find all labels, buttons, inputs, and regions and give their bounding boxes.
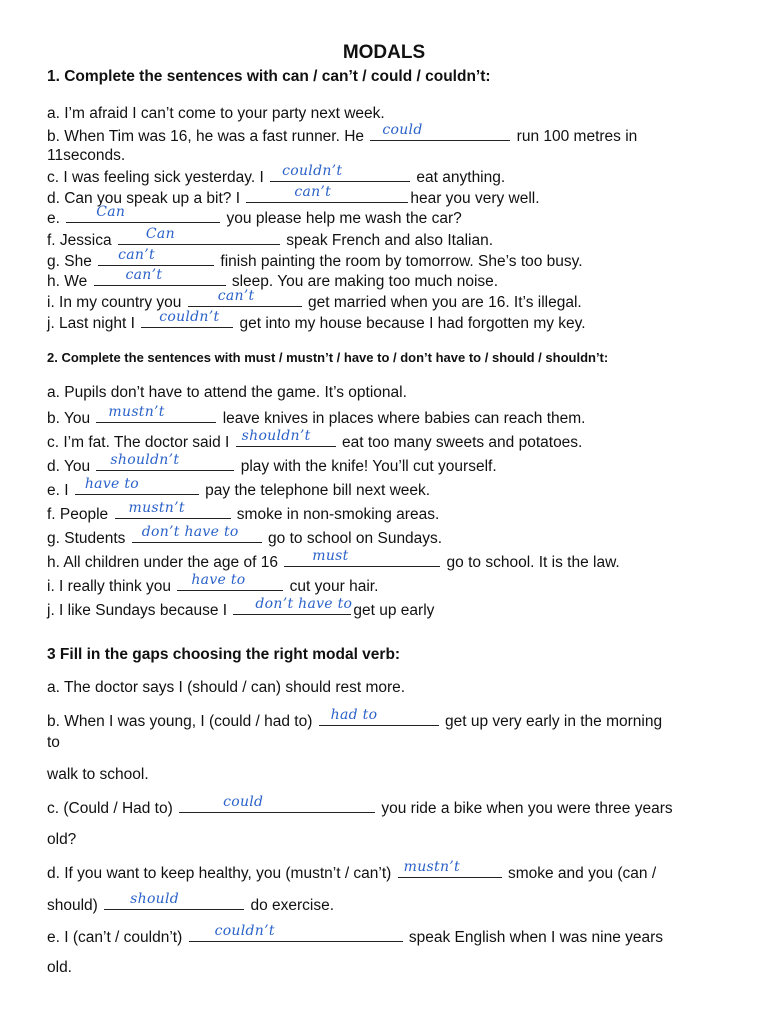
section3-line xyxy=(47,958,72,978)
line-text: hear you very well. xyxy=(410,190,540,207)
line-text: j. I like Sundays because I xyxy=(47,602,232,619)
answer-blank[interactable] xyxy=(98,247,214,266)
line-text: a. I’m afraid I can’t come to your party next week. xyxy=(47,105,385,122)
section3-line xyxy=(47,859,657,884)
handwritten-answer: should xyxy=(130,891,180,907)
handwritten-answer: have to xyxy=(84,476,140,492)
section3-line xyxy=(47,707,663,732)
handwritten-answer: don’t have to xyxy=(141,524,239,540)
section1-line xyxy=(47,163,506,188)
handwritten-answer: can’t xyxy=(125,267,163,283)
answer-blank[interactable] xyxy=(233,596,353,615)
section1-line xyxy=(47,226,494,251)
line-text: you please help me wash the car? xyxy=(222,210,462,227)
handwritten-answer: can’t xyxy=(118,247,155,263)
line-text: go to school on Sundays. xyxy=(263,530,443,547)
line-text: you ride a bike when you were three years xyxy=(377,800,673,817)
line-text: go to school. It is the law. xyxy=(442,554,620,571)
line-text: do exercise. xyxy=(246,897,335,914)
line-text: get married when you are 16. It’s illegal. xyxy=(303,294,582,311)
section1-heading: 1. Complete the sentences with can / can’t / could / couldn’t: xyxy=(47,68,491,85)
line-text: c. I’m fat. The doctor said I xyxy=(47,434,234,451)
section3-line xyxy=(47,678,405,698)
line-text: 11seconds. xyxy=(47,147,126,164)
line-text: i. In my country you xyxy=(47,294,186,311)
line-text: get up very early in the morning xyxy=(440,713,663,730)
line-text: play with the knife! You’ll cut yourself. xyxy=(236,458,497,475)
section2-line xyxy=(47,548,620,573)
line-text: get up early xyxy=(353,602,435,619)
line-text: e. I (can’t / couldn’t) xyxy=(47,929,187,946)
line-text: g. Students xyxy=(47,530,130,547)
line-text: d. You xyxy=(47,458,95,475)
section2-line xyxy=(47,500,440,525)
handwritten-answer: could xyxy=(223,794,264,810)
line-text: smoke in non-smoking areas. xyxy=(232,506,440,523)
line-text: e. I xyxy=(47,482,73,499)
handwritten-answer: shouldn’t xyxy=(110,452,180,468)
page-title: MODALS xyxy=(342,42,426,63)
line-text: a. Pupils don’t have to attend the game. It’s optional. xyxy=(47,384,407,401)
handwritten-answer: Can xyxy=(145,226,175,242)
answer-blank[interactable] xyxy=(115,500,231,519)
line-text: leave knives in places where babies can reach them. xyxy=(218,410,586,427)
answer-blank[interactable] xyxy=(236,428,336,447)
line-text: smoke and you (can / xyxy=(503,865,657,882)
handwritten-answer: can’t xyxy=(294,184,332,200)
section2-line xyxy=(47,596,435,621)
line-text: b. You xyxy=(47,410,95,427)
answer-blank[interactable] xyxy=(132,524,262,543)
line-text: should) xyxy=(47,897,103,914)
answer-blank[interactable] xyxy=(94,267,226,286)
handwritten-answer: mustn’t xyxy=(128,500,185,516)
handwritten-answer: couldn’t xyxy=(214,923,275,939)
section1-line xyxy=(47,267,499,292)
section1-line xyxy=(47,122,638,147)
section2-line xyxy=(47,476,431,501)
line-text: c. (Could / Had to) xyxy=(47,800,178,817)
handwritten-answer: Can xyxy=(96,204,126,220)
handwritten-answer: mustn’t xyxy=(108,404,165,420)
answer-blank[interactable] xyxy=(75,476,199,495)
line-text: old. xyxy=(47,959,72,976)
line-text: d. Can you speak up a bit? I xyxy=(47,190,245,207)
answer-blank[interactable] xyxy=(284,548,440,567)
line-text: pay the telephone bill next week. xyxy=(200,482,431,499)
answer-blank[interactable] xyxy=(189,923,403,942)
answer-blank[interactable] xyxy=(188,288,302,307)
line-text: i. I really think you xyxy=(47,578,176,595)
section2-line xyxy=(47,383,407,403)
line-text: g. She xyxy=(47,253,97,270)
line-text: j. Last night I xyxy=(47,315,140,332)
handwritten-answer: couldn’t xyxy=(282,163,343,179)
section3-line xyxy=(47,733,60,753)
section3-line xyxy=(47,891,335,916)
handwritten-answer: shouldn’t xyxy=(241,428,311,444)
section1-line xyxy=(47,146,125,166)
line-text: old? xyxy=(47,831,77,848)
answer-blank[interactable] xyxy=(104,891,244,910)
line-text: a. The doctor says I (should / can) should rest more. xyxy=(47,679,406,696)
section3-line xyxy=(47,830,76,850)
line-text: cut your hair. xyxy=(285,578,379,595)
section2-heading: 2. Complete the sentences with must / mustn’t / have to / don’t have to / should / shouldn’t: xyxy=(47,350,609,365)
line-text: get into my house because I had forgotten my key. xyxy=(235,315,586,332)
answer-blank[interactable] xyxy=(270,163,410,182)
section1-line xyxy=(47,104,385,124)
line-text: h. All children under the age of 16 xyxy=(47,554,283,571)
line-text: to xyxy=(47,734,60,751)
handwritten-answer: can’t xyxy=(217,288,255,304)
answer-blank[interactable] xyxy=(246,184,408,203)
handwritten-answer: mustn’t xyxy=(403,859,460,875)
handwritten-answer: have to xyxy=(191,572,246,588)
answer-blank[interactable] xyxy=(398,859,502,878)
answer-blank[interactable] xyxy=(96,452,234,471)
line-text: speak French and also Italian. xyxy=(281,232,494,249)
line-text: b. When Tim was 16, he was a fast runner. He xyxy=(47,128,369,145)
line-text: run 100 metres in xyxy=(512,128,638,145)
answer-blank[interactable] xyxy=(370,122,510,141)
line-text: c. I was feeling sick yesterday. I xyxy=(47,169,269,186)
section3-line xyxy=(47,794,673,819)
line-text: eat too many sweets and potatoes. xyxy=(337,434,583,451)
answer-blank[interactable] xyxy=(141,309,233,328)
section2-line xyxy=(47,524,443,549)
handwritten-answer: had to xyxy=(330,707,378,723)
line-text: walk to school. xyxy=(47,766,149,783)
section1-line xyxy=(47,204,462,229)
line-text: eat anything. xyxy=(412,169,506,186)
handwritten-answer: must xyxy=(312,548,349,564)
line-text: e. xyxy=(47,210,65,227)
line-text: sleep. You are making too much noise. xyxy=(227,273,499,290)
handwritten-answer: could xyxy=(382,122,423,138)
handwritten-answer: couldn’t xyxy=(159,309,220,325)
line-text: finish painting the room by tomorrow. She’s too busy. xyxy=(216,253,583,270)
section3-heading: 3 Fill in the gaps choosing the right modal verb: xyxy=(47,646,401,663)
answer-blank[interactable] xyxy=(179,794,375,813)
section3-line xyxy=(47,765,149,785)
line-text: f. Jessica xyxy=(47,232,116,249)
section1-line xyxy=(47,288,582,313)
answer-blank[interactable] xyxy=(177,572,283,591)
section3-line xyxy=(47,923,664,948)
answer-blank[interactable] xyxy=(66,204,220,223)
line-text: speak English when I was nine years xyxy=(404,929,664,946)
answer-blank[interactable] xyxy=(319,707,439,726)
handwritten-answer: don’t have to xyxy=(255,596,353,612)
line-text: h. We xyxy=(47,273,92,290)
line-text: b. When I was young, I (could / had to) xyxy=(47,713,317,730)
line-text: f. People xyxy=(47,506,113,523)
section1-line xyxy=(47,309,586,334)
answer-blank[interactable] xyxy=(96,404,216,423)
answer-blank[interactable] xyxy=(118,226,280,245)
section2-line xyxy=(47,404,586,429)
line-text: d. If you want to keep healthy, you (mustn’t / can’t) xyxy=(47,865,396,882)
